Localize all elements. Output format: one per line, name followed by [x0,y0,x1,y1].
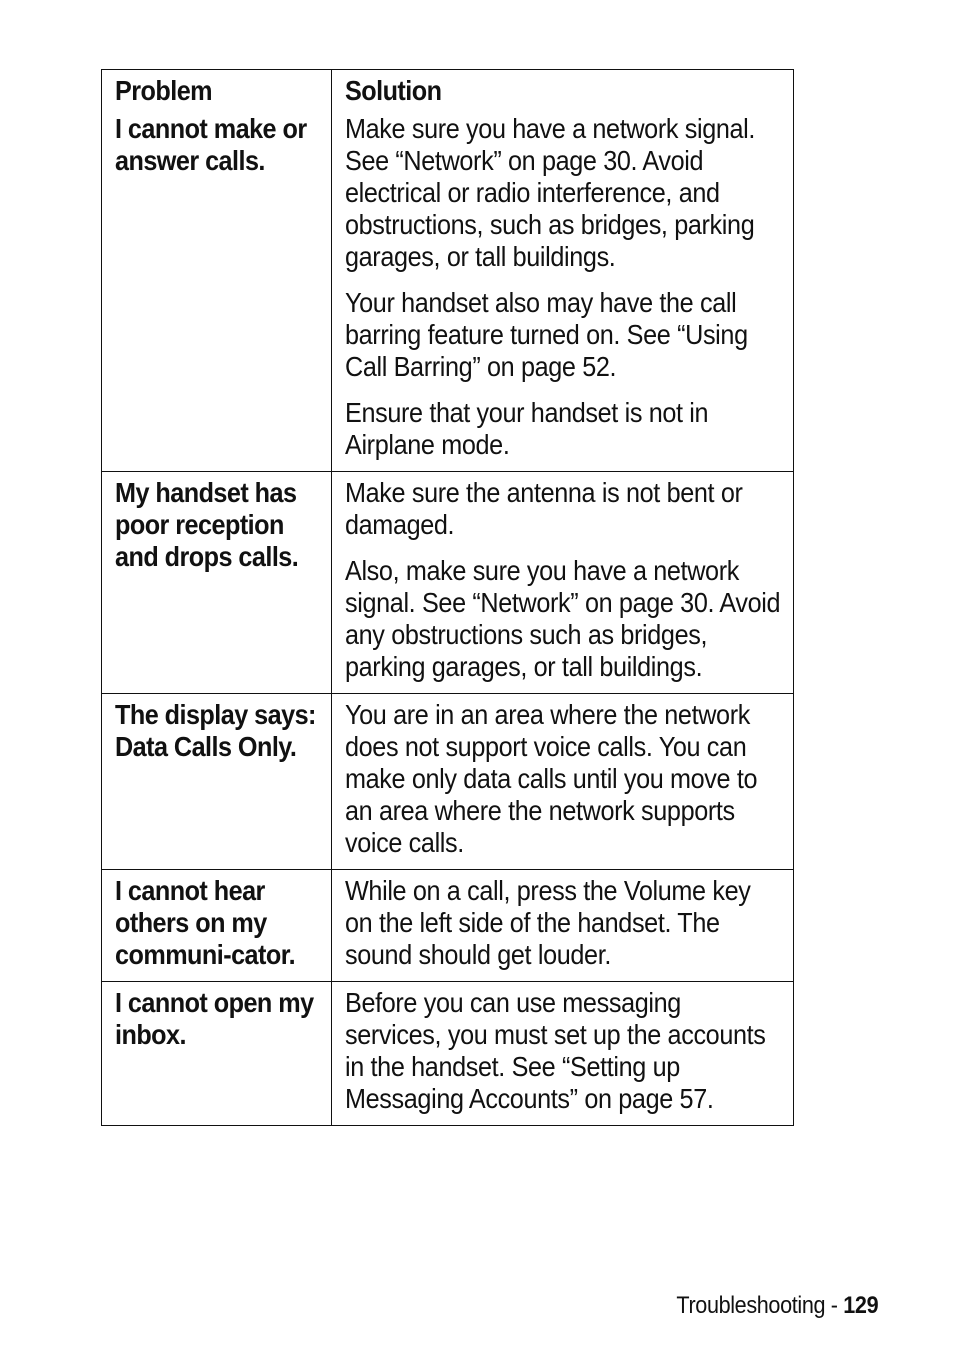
solution-text: Your handset also may have the call barring feature turned on. See “Using Call Barring” on page 52. [345,287,748,382]
solution-cell [332,870,794,982]
problem-text: I cannot make or answer calls. [115,113,307,176]
table-header-row [102,70,794,108]
problem-column-header: Problem [115,75,213,106]
solution-header-cell [332,70,794,108]
table-row [102,694,794,870]
solution-cell [332,982,794,1126]
solution-cell [332,107,794,472]
page-number: 129 [843,1292,878,1319]
solution-text: While on a call, press the Volume key on the left side of the handset. The sound should get louder. [345,875,751,970]
problem-cell [102,107,332,472]
solution-text: Make sure the antenna is not bent or damaged. [345,477,743,540]
table-row [102,107,794,472]
problem-cell [102,472,332,694]
solution-cell [332,694,794,870]
problem-cell [102,870,332,982]
solution-text: Ensure that your handset is not in Airplane mode. [345,397,709,460]
table-row [102,870,794,982]
solution-text: Before you can use messaging services, you must set up the accounts in the handset. See “Setting up Messaging Accounts” on page 57. [345,987,766,1114]
footer-section-label: Troubleshooting - [676,1292,838,1319]
solution-cell [332,472,794,694]
problem-cell [102,982,332,1126]
troubleshooting-table [101,69,794,1126]
solution-column-header: Solution [345,75,442,106]
problem-header-cell [102,70,332,108]
problem-text: I cannot hear others on my communi-cator. [115,875,296,970]
problem-cell [102,694,332,870]
table-row [102,982,794,1126]
solution-text: You are in an area where the network does not support voice calls. You can make only data calls until you move to an area where the network supports voice calls. [345,699,758,858]
solution-text: Also, make sure you have a network signal. See “Network” on page 30. Avoid any obstructions such as bridges, parking garages, or tall buildings. [345,555,781,682]
problem-text: I cannot open my inbox. [115,987,314,1050]
solution-text: Make sure you have a network signal. See “Network” on page 30. Avoid electrical or radio interference, and obstructions, such as bridges, parking garages, or tall buildings. [345,113,756,272]
page-footer [676,1292,878,1320]
problem-text: The display says: Data Calls Only. [115,699,316,762]
table-row [102,472,794,694]
problem-text: My handset has poor reception and drops calls. [115,477,299,572]
